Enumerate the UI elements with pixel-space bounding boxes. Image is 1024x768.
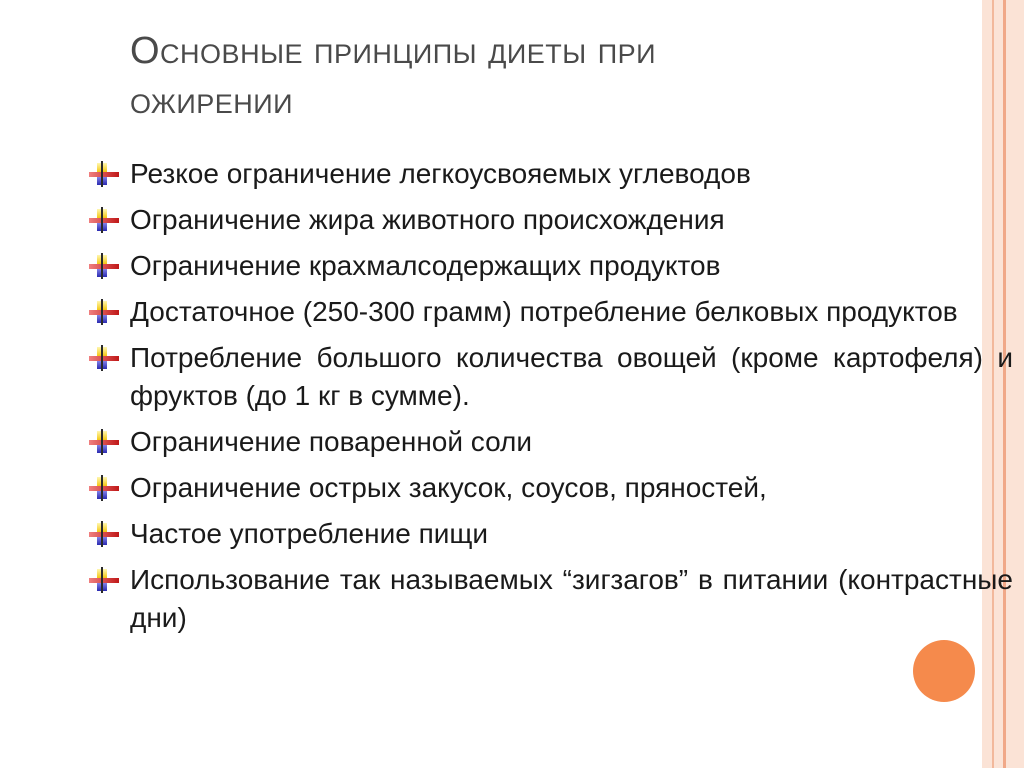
list-item	[88, 339, 1013, 415]
cross-bullet-icon	[88, 521, 120, 547]
cross-bullet-icon	[88, 299, 120, 325]
list-item-text: Потребление большого количества овощей (кроме картофеля) и фруктов (до 1 кг в сумме).	[130, 342, 1013, 411]
list-item-text: Частое употребление пищи	[130, 518, 489, 549]
list-item-text: Достаточное (250-300 грамм) потребление белковых продуктов	[130, 296, 958, 327]
slide-title	[130, 26, 950, 126]
bullet-list	[88, 155, 1013, 645]
cross-bullet-icon	[88, 567, 120, 593]
cross-bullet-icon	[88, 253, 120, 279]
list-item-text: Ограничение острых закусок, соусов, пряностей,	[130, 472, 767, 503]
cross-bullet-icon	[88, 429, 120, 455]
list-item	[88, 515, 1013, 553]
list-item-text: Ограничение жира животного происхождения	[130, 204, 725, 235]
cross-bullet-icon	[88, 161, 120, 187]
list-item-text: Использование так называемых “зигзагов” в питании (контрастные дни)	[130, 564, 1013, 633]
cross-bullet-icon	[88, 475, 120, 501]
list-item	[88, 201, 1013, 239]
list-item	[88, 423, 1013, 461]
list-item-text: Ограничение крахмалсодержащих продуктов	[130, 250, 721, 281]
list-item	[88, 561, 1013, 637]
list-item	[88, 469, 1013, 507]
cross-bullet-icon	[88, 345, 120, 371]
list-item-text: Ограничение поваренной соли	[130, 426, 533, 457]
decor-circle	[913, 640, 975, 702]
slide-title-line2: ожирении	[130, 80, 294, 122]
slide-title-line1: Основные принципы диеты при	[130, 30, 657, 72]
list-item	[88, 247, 1013, 285]
list-item	[88, 155, 1013, 193]
cross-bullet-icon	[88, 207, 120, 233]
list-item	[88, 293, 1013, 331]
list-item-text: Резкое ограничение легкоусвояемых углеводов	[130, 158, 751, 189]
